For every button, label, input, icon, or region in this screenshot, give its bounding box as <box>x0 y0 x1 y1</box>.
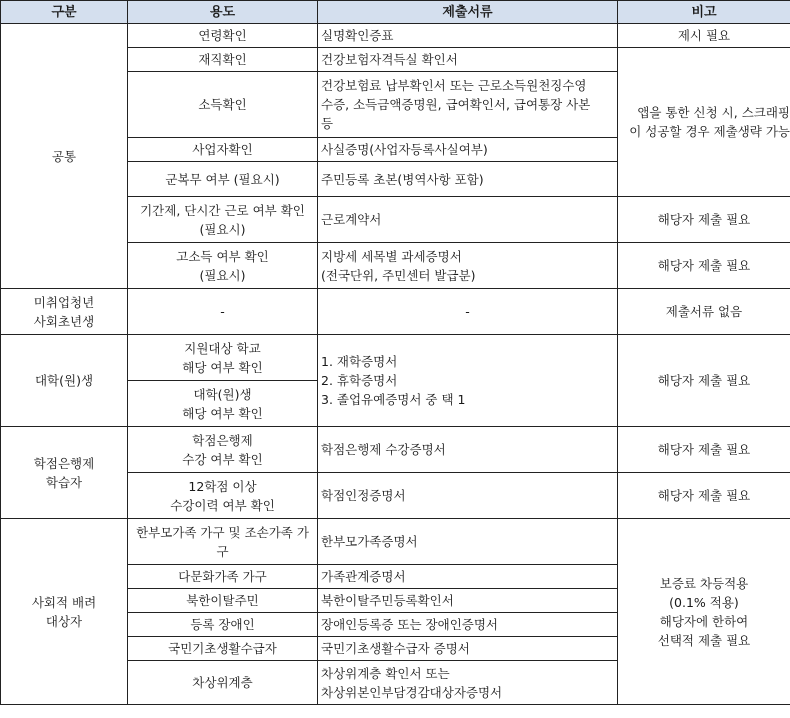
docs-line: 차상위계층 확인서 또는 <box>321 665 450 681</box>
docs-cell: 학점인정증명서 <box>318 473 618 519</box>
category-common: 공통 <box>1 24 128 289</box>
use-cell: 군복무 여부 (필요시) <box>128 162 318 197</box>
docs-line: 3. 졸업유예증명서 중 택 1 <box>321 392 466 407</box>
header-documents: 제출서류 <box>318 1 618 24</box>
use-cell: - <box>128 289 318 335</box>
category-line: 학습자 <box>45 474 83 490</box>
note-cell: 해당자 제출 필요 <box>618 197 790 243</box>
use-line: 학점은행제 <box>192 432 253 448</box>
docs-cell: 가족관계증명서 <box>318 565 618 589</box>
use-cell: 북한이탈주민 <box>128 589 318 613</box>
use-cell: 다문화가족 가구 <box>128 565 318 589</box>
category-vulnerable <box>1 519 128 705</box>
use-line: 고소득 여부 확인 <box>176 248 269 264</box>
use-line: 지원대상 학교 <box>184 340 261 356</box>
use-cell <box>128 427 318 473</box>
use-cell <box>128 381 318 427</box>
header-note: 비고 <box>618 1 790 24</box>
use-cell: 소득확인 <box>128 72 318 138</box>
category-line: 학점은행제 <box>33 455 95 471</box>
use-cell: 등록 장애인 <box>128 613 318 637</box>
use-line: 대학(원)생 <box>193 386 252 402</box>
table-row <box>1 289 790 335</box>
header-row <box>1 1 790 24</box>
use-cell <box>128 197 318 243</box>
note-line: 해당자에 한하여 <box>659 613 749 629</box>
note-cell: 해당자 제출 필요 <box>618 427 790 473</box>
docs-cell: 장애인등록증 또는 장애인증명서 <box>318 613 618 637</box>
note-cell: 제시 필요 <box>618 24 790 48</box>
docs-cell <box>318 72 618 138</box>
note-line: 이 성공할 경우 제출생략 가능 <box>629 124 790 139</box>
docs-cell <box>318 661 618 705</box>
use-line: 수강이력 여부 확인 <box>170 497 275 513</box>
note-cell: 해당자 제출 필요 <box>618 473 790 519</box>
docs-cell <box>318 243 618 289</box>
category-line: 사회초년생 <box>33 313 95 329</box>
use-line: 해당 여부 확인 <box>182 359 263 375</box>
docs-cell: 실명확인증표 <box>318 24 618 48</box>
category-credit-bank <box>1 427 128 519</box>
docs-cell: 북한이탈주민등록확인서 <box>318 589 618 613</box>
category-line: 미취업청년 <box>33 294 95 310</box>
table-row <box>1 24 790 48</box>
note-cell-scraping <box>618 48 790 197</box>
use-line: 12학점 이상 <box>188 478 257 494</box>
use-line: 기간제, 단시간 근로 여부 확인 <box>140 202 305 218</box>
header-use: 용도 <box>128 1 318 24</box>
category-unemployed <box>1 289 128 335</box>
use-cell: 연령확인 <box>128 24 318 48</box>
use-line: 해당 여부 확인 <box>182 405 263 421</box>
use-cell <box>128 243 318 289</box>
use-line: (필요시) <box>199 221 246 237</box>
docs-line: 건강보험료 납부확인서 또는 근로소득원천징수영 <box>321 78 587 93</box>
docs-cell: 주민등록 초본(병역사항 포함) <box>318 162 618 197</box>
use-cell: 재직확인 <box>128 48 318 72</box>
use-line: 수강 여부 확인 <box>182 451 263 467</box>
docs-line: 2. 휴학증명서 <box>321 373 398 388</box>
docs-cell: 사실증명(사업자등록사실여부) <box>318 138 618 162</box>
docs-cell <box>318 335 618 427</box>
use-cell: 사업자확인 <box>128 138 318 162</box>
docs-cell: 근로계약서 <box>318 197 618 243</box>
use-line: 구 <box>216 543 229 559</box>
docs-line: 등 <box>321 116 334 131</box>
table-row <box>1 519 790 565</box>
note-line: 보증료 차등적용 <box>659 575 749 591</box>
docs-line: 수증, 소득금액증명원, 급여확인서, 급여통장 사본 <box>321 97 591 112</box>
note-line: 앱을 통한 신청 시, 스크래핑 <box>637 105 790 120</box>
header-category: 구분 <box>1 1 128 24</box>
docs-cell: 국민기초생활수급자 증명서 <box>318 637 618 661</box>
use-cell <box>128 519 318 565</box>
note-cell: 제출서류 없음 <box>618 289 790 335</box>
docs-line: 1. 재학증명서 <box>321 354 398 369</box>
use-line: 한부모가족 가구 및 조손가족 가 <box>136 524 309 540</box>
note-cell: 해당자 제출 필요 <box>618 243 790 289</box>
docs-cell: 한부모가족증명서 <box>318 519 618 565</box>
docs-cell: - <box>318 289 618 335</box>
note-cell: 해당자 제출 필요 <box>618 335 790 427</box>
category-university: 대학(원)생 <box>1 335 128 427</box>
use-cell: 차상위계층 <box>128 661 318 705</box>
category-line: 대상자 <box>45 613 83 629</box>
table-row <box>1 427 790 473</box>
docs-line: 지방세 세목별 과세증명서 <box>321 248 462 264</box>
docs-cell: 학점은행제 수강증명서 <box>318 427 618 473</box>
use-cell: 국민기초생활수급자 <box>128 637 318 661</box>
use-cell <box>128 473 318 519</box>
use-cell <box>128 335 318 381</box>
note-line: (0.1% 적용) <box>669 594 739 610</box>
table-row <box>1 335 790 381</box>
note-cell-discount <box>618 519 790 705</box>
use-line: (필요시) <box>199 267 246 283</box>
note-line: 선택적 제출 필요 <box>657 632 751 648</box>
docs-cell: 건강보험자격득실 확인서 <box>318 48 618 72</box>
docs-line: 차상위본인부담경감대상자증명서 <box>321 684 503 700</box>
docs-line: (전국단위, 주민센터 발급분) <box>321 267 476 283</box>
category-line: 사회적 배려 <box>31 594 97 610</box>
